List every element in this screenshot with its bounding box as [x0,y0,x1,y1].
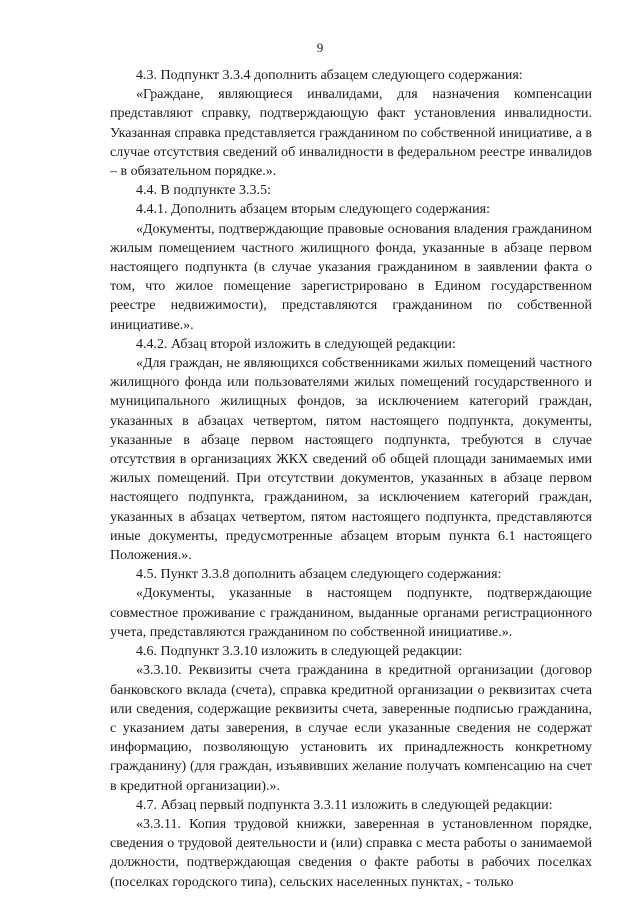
paragraph-4-5-quote: «Документы, указанные в настоящем подпункте, подтверждающие совместное проживание с гражданином, выданные органами регистрационного учета, представляются гражданином по собственной инициативе.». [110,586,592,640]
paragraph-4-6: 4.6. Подпункт 3.3.10 изложить в следующей редакции: [136,644,463,660]
paragraph-4-4-2-quote: «Для граждан, не являющихся собственниками жилых помещений частного жилищного фонда или пользователями жилых помещений государственного и муниципального жилищных фондов, за исключением категорий граждан, указанных в абзацах четвертом, пятом настоящего подпункта, документы, указанные в абзаце первом настоящего подпункта, требуются в случае отсутствия в организациях ЖКХ сведений об общей площади занимаемых ими жилых помещений. При отсутствии документов, указанных в абзаце первом настоящего подпункта, гражданином, за исключением категорий граждан, указанных в абзацах четвертом, пятом настоящего подпункта, представляются иные документы, предусмотренные абзацем вторым пункта 6.1 настоящего Положения.». [110,356,592,564]
paragraph-4-4-1: 4.4.1. Дополнить абзацем вторым следующего содержания: [136,202,490,218]
paragraph-4-3-quote: «Граждане, являющиеся инвалидами, для назначения компенсации представляют справку, подтверждающую факт установления инвалидности. Указанная справка представляется гражданином по собственной инициативе, а в случае отсутствия сведений об инвалидности в федеральном реестре инвалидов – в обязательном порядке.». [110,87,592,180]
paragraph-4-4-2: 4.4.2. Абзац второй изложить в следующей редакции: [136,336,456,352]
paragraph-4-6-quote: «3.3.10. Реквизиты счета гражданина в кредитной организации (договор банковского вклада (счета), справка кредитной организации о реквизитах счета или сведения, содержащие реквизиты счета, заверенные подписью гражданина, с указанием даты заверения, в случае если указанные сведения не содержат информацию, позволяющую установить их принадлежность конкретному гражданину) (для граждан, изъявивших желание получать компенсацию на счет в кредитной организации).». [110,663,592,794]
page-number: 9 [316,40,324,55]
paragraph-4-3: 4.3. Подпункт 3.3.4 дополнить абзацем следующего содержания: [136,68,523,83]
paragraph-4-7: 4.7. Абзац первый подпункта 3.3.11 изложить в следующей редакции: [136,797,553,813]
paragraph-4-7-quote: «3.3.11. Копия трудовой книжки, заверенная в установленном порядке, сведения о трудовой деятельности и (или) справка с места работы о занимаемой должности, подтверждающая сведения о факте работы в рабочих поселках (поселках городского типа), сельских населенных пунктах, - только [110,816,592,890]
paragraph-4-4-1-quote: «Документы, подтверждающие правовые основания владения гражданином жилым помещением частного жилищного фонда, указанные в абзаце первом настоящего подпункта (в случае указания гражданином в заявлении факта о том, что жилое помещение зарегистрировано в Едином государственном реестре недвижимости), представляются гражданином по собственной инициативе.». [110,221,592,333]
document-body [110,66,592,892]
paragraph-4-5: 4.5. Пункт 3.3.8 дополнить абзацем следующего содержания: [136,567,502,583]
paragraph-4-4: 4.4. В подпункте 3.3.5: [136,183,271,199]
